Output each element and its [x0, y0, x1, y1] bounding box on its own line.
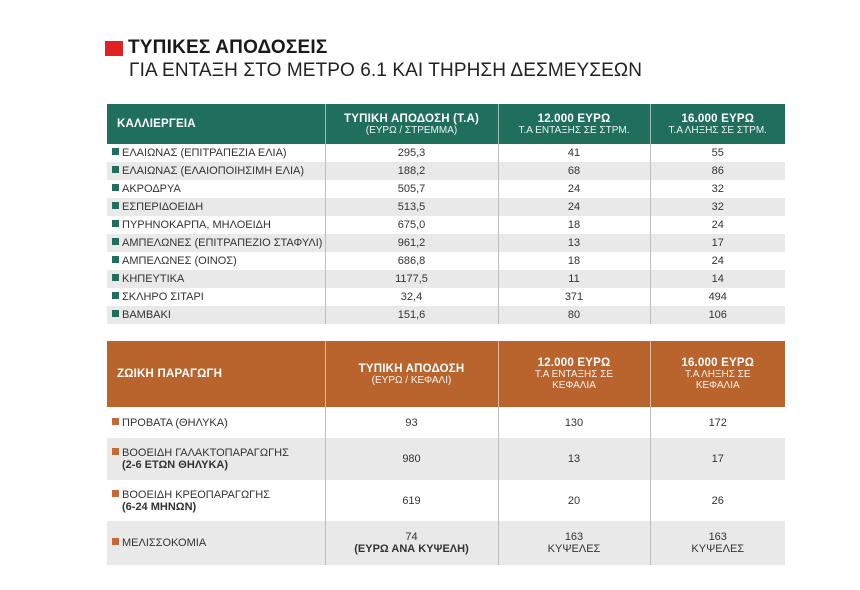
entry-value: 13	[567, 237, 581, 249]
entry-unit: ΚΥΨΕΛΕΣ	[547, 543, 601, 555]
crop-row	[107, 252, 785, 270]
square-bullet-icon	[112, 256, 119, 263]
square-bullet-icon	[112, 310, 119, 317]
yield-cell	[325, 234, 498, 252]
crop-name-cell	[107, 198, 325, 216]
exit-cell	[650, 288, 785, 306]
crop-row	[107, 162, 785, 180]
entry-value: 18	[567, 219, 581, 231]
square-bullet-icon	[112, 166, 119, 173]
yield-cell	[325, 144, 498, 162]
entry-cell	[498, 480, 650, 521]
crop-name-cell	[107, 144, 325, 162]
yield-value: 151,6	[397, 309, 426, 321]
exit-cell	[650, 162, 785, 180]
exit-cell	[650, 252, 785, 270]
yield-cell	[325, 438, 498, 480]
crop-row	[107, 216, 785, 234]
entry-value: 371	[564, 291, 584, 303]
livestock-row	[107, 521, 785, 565]
yield-value: 74	[405, 531, 418, 543]
yield-value: 93	[405, 416, 418, 429]
exit-value: 26	[711, 494, 724, 507]
entry-cell	[498, 198, 650, 216]
livestock-name-cell	[107, 480, 325, 521]
header-standard-yield: ΤΥΠΙΚΗ ΑΠΟΔΟΣΗ (ΕΥΡΩ / ΚΕΦΑΛΙ)	[325, 341, 498, 407]
exit-cell	[650, 180, 785, 198]
exit-value: 14	[711, 273, 724, 285]
livestock-name-detail: (2-6 ΕΤΩΝ ΘΗΛΥΚΑ)	[122, 459, 229, 471]
yield-value: 188,2	[397, 165, 426, 177]
crop-row	[107, 180, 785, 198]
entry-cell	[498, 438, 650, 480]
crop-name-cell	[107, 216, 325, 234]
yield-value: 686,8	[397, 255, 426, 267]
page-subtitle: ΓΙΑ ΕΝΤΑΞΗ ΣΤΟ ΜΕΤΡΟ 6.1 ΚΑΙ ΤΗΡΗΣΗ ΔΕΣΜΕΥΣΕΩΝ	[129, 60, 643, 81]
exit-value: 163	[708, 531, 727, 543]
yield-unit: (ΕΥΡΩ ΑΝΑ ΚΥΨΕΛΗ)	[354, 543, 469, 555]
crop-name: ΒΑΜΒΑΚΙ	[122, 309, 171, 321]
livestock-row	[107, 438, 785, 480]
title-block	[105, 37, 642, 82]
crop-name-cell	[107, 234, 325, 252]
entry-value: 80	[567, 309, 581, 321]
yield-cell	[325, 288, 498, 306]
entry-cell	[498, 252, 650, 270]
yield-cell	[325, 521, 498, 565]
entry-cell	[498, 407, 650, 438]
square-bullet-icon	[112, 148, 119, 155]
exit-value: 86	[711, 165, 724, 177]
title-line	[105, 37, 642, 59]
entry-cell	[498, 521, 650, 565]
crop-name: ΑΜΠΕΛΩΝΕΣ (ΟΙΝΟΣ)	[122, 255, 237, 267]
yield-value: 980	[402, 453, 421, 465]
livestock-name: ΒΟΟΕΙΔΗ ΓΑΛΑΚΤΟΠΑΡΑΓΩΓΗΣ	[122, 447, 289, 459]
livestock-name-cell	[107, 438, 325, 480]
entry-value: 41	[567, 147, 581, 159]
exit-cell	[650, 216, 785, 234]
square-bullet-icon	[112, 238, 119, 245]
exit-value: 32	[711, 201, 724, 213]
entry-value: 24	[567, 183, 581, 195]
entry-cell	[498, 180, 650, 198]
square-bullet-icon	[112, 490, 119, 497]
livestock-name: ΒΟΟΕΙΔΗ ΚΡΕΟΠΑΡΑΓΩΓΗΣ	[122, 488, 270, 501]
yield-cell	[325, 216, 498, 234]
yield-value: 32,4	[400, 291, 423, 303]
livestock-row	[107, 480, 785, 521]
exit-value: 32	[711, 183, 724, 195]
yield-cell	[325, 407, 498, 438]
yield-value: 1177,5	[395, 273, 428, 285]
exit-cell	[650, 438, 785, 480]
exit-cell	[650, 521, 785, 565]
crop-name-cell	[107, 162, 325, 180]
entry-cell	[498, 234, 650, 252]
exit-cell	[650, 198, 785, 216]
exit-value: 24	[711, 255, 724, 267]
entry-cell	[498, 144, 650, 162]
exit-value: 106	[708, 309, 727, 321]
livestock-yield-table	[107, 341, 785, 565]
crop-name-cell	[107, 252, 325, 270]
yield-value: 295,3	[397, 147, 426, 159]
yield-cell	[325, 162, 498, 180]
entry-value: 163	[564, 531, 584, 543]
crop-name-cell	[107, 270, 325, 288]
red-square-icon	[105, 41, 123, 56]
exit-value: 17	[711, 237, 724, 249]
livestock-name-cell	[107, 407, 325, 438]
crop-row	[107, 306, 785, 324]
crop-name: ΚΗΠΕΥΤΙΚΑ	[122, 273, 185, 285]
header-exit-16000: 16.000 ΕΥΡΩ Τ.Α ΛΗΞΗΣ ΣΕ ΣΤΡΜ.	[650, 104, 785, 144]
exit-cell	[650, 407, 785, 438]
yield-cell	[325, 180, 498, 198]
livestock-name-detail: (6-24 ΜΗΝΩΝ)	[122, 500, 197, 513]
entry-cell	[498, 306, 650, 324]
livestock-name-cell	[107, 521, 325, 565]
crop-row	[107, 288, 785, 306]
exit-unit: ΚΥΨΕΛΕΣ	[691, 543, 745, 555]
entry-cell	[498, 288, 650, 306]
entry-value: 20	[567, 494, 581, 507]
entry-cell	[498, 162, 650, 180]
crop-name: ΕΣΠΕΡΙΔΟΕΙΔΗ	[122, 201, 204, 213]
crop-row	[107, 144, 785, 162]
crop-name: ΕΛΑΙΩΝΑΣ (ΕΛΑΙΟΠΟΙΗΣΙΜΗ ΕΛΙΑ)	[122, 165, 304, 177]
entry-value: 68	[567, 165, 581, 177]
livestock-name: ΠΡΟΒΑΤΑ (ΘΗΛΥΚΑ)	[122, 416, 228, 429]
square-bullet-icon	[112, 448, 119, 455]
crop-name: ΑΚΡΟΔΡΥΑ	[122, 183, 181, 195]
header-exit-16000: 16.000 ΕΥΡΩ Τ.Α ΛΗΞΗΣ ΣΕ ΚΕΦΑΛΙΑ	[650, 341, 785, 407]
exit-value: 24	[711, 219, 724, 231]
entry-cell	[498, 216, 650, 234]
yield-cell	[325, 306, 498, 324]
crops-header-row	[107, 104, 785, 144]
exit-cell	[650, 144, 785, 162]
crop-name: ΑΜΠΕΛΩΝΕΣ (ΕΠΙΤΡΑΠΕΖΙΟ ΣΤΑΦΥΛΙ)	[122, 237, 323, 249]
square-bullet-icon	[112, 274, 119, 281]
livestock-header-row	[107, 341, 785, 407]
yield-value: 961,2	[397, 237, 426, 249]
exit-cell	[650, 306, 785, 324]
livestock-name: ΜΕΛΙΣΣΟΚΟΜΙΑ	[122, 537, 207, 549]
exit-cell	[650, 234, 785, 252]
square-bullet-icon	[112, 220, 119, 227]
yield-cell	[325, 252, 498, 270]
yield-value: 675,0	[397, 219, 426, 231]
exit-cell	[650, 480, 785, 521]
square-bullet-icon	[112, 292, 119, 299]
entry-value: 11	[568, 273, 580, 285]
crop-row	[107, 198, 785, 216]
crop-name-cell	[107, 288, 325, 306]
crop-name: ΣΚΛΗΡΟ ΣΙΤΑΡΙ	[122, 291, 204, 303]
header-entry-12000: 12.000 ΕΥΡΩ Τ.Α ΕΝΤΑΞΗΣ ΣΕ ΚΕΦΑΛΙΑ	[498, 341, 650, 407]
yield-cell	[325, 480, 498, 521]
entry-value: 130	[564, 416, 584, 429]
exit-value: 494	[708, 291, 727, 303]
exit-cell	[650, 270, 785, 288]
header-livestock: ΖΩΙΚΗ ΠΑΡΑΓΩΓΗ	[107, 341, 325, 407]
entry-value: 24	[567, 201, 581, 213]
header-crop: ΚΑΛΛΙΕΡΓΕΙΑ	[107, 104, 325, 144]
yield-cell	[325, 270, 498, 288]
livestock-row	[107, 407, 785, 438]
crop-name-cell	[107, 180, 325, 198]
square-bullet-icon	[112, 202, 119, 209]
exit-value: 55	[711, 147, 724, 159]
crop-row	[107, 270, 785, 288]
square-bullet-icon	[112, 418, 119, 425]
header-entry-12000: 12.000 ΕΥΡΩ Τ.Α ΕΝΤΑΞΗΣ ΣΕ ΣΤΡΜ.	[498, 104, 650, 144]
page-title: ΤΥΠΙΚΕΣ ΑΠΟΔΟΣΕΙΣ	[128, 37, 328, 58]
header-standard-yield: ΤΥΠΙΚΗ ΑΠΟΔΟΣΗ (Τ.Α) (ΕΥΡΩ / ΣΤΡΕΜΜΑ)	[325, 104, 498, 144]
entry-cell	[498, 270, 650, 288]
square-bullet-icon	[112, 184, 119, 191]
yield-value: 619	[402, 494, 421, 507]
entry-value: 18	[567, 255, 581, 267]
crop-name-cell	[107, 306, 325, 324]
crops-yield-table	[107, 104, 785, 324]
yield-value: 505,7	[397, 183, 426, 195]
exit-value: 172	[708, 416, 727, 429]
yield-value: 513,5	[397, 201, 426, 213]
crop-row	[107, 234, 785, 252]
crop-name: ΠΥΡΗΝΟΚΑΡΠΑ, ΜΗΛΟΕΙΔΗ	[122, 219, 271, 231]
square-bullet-icon	[112, 538, 119, 545]
entry-value: 13	[567, 453, 581, 465]
exit-value: 17	[711, 453, 724, 465]
crop-name: ΕΛΑΙΩΝΑΣ (ΕΠΙΤΡΑΠΕΖΙΑ ΕΛΙΑ)	[122, 147, 287, 159]
yield-cell	[325, 198, 498, 216]
